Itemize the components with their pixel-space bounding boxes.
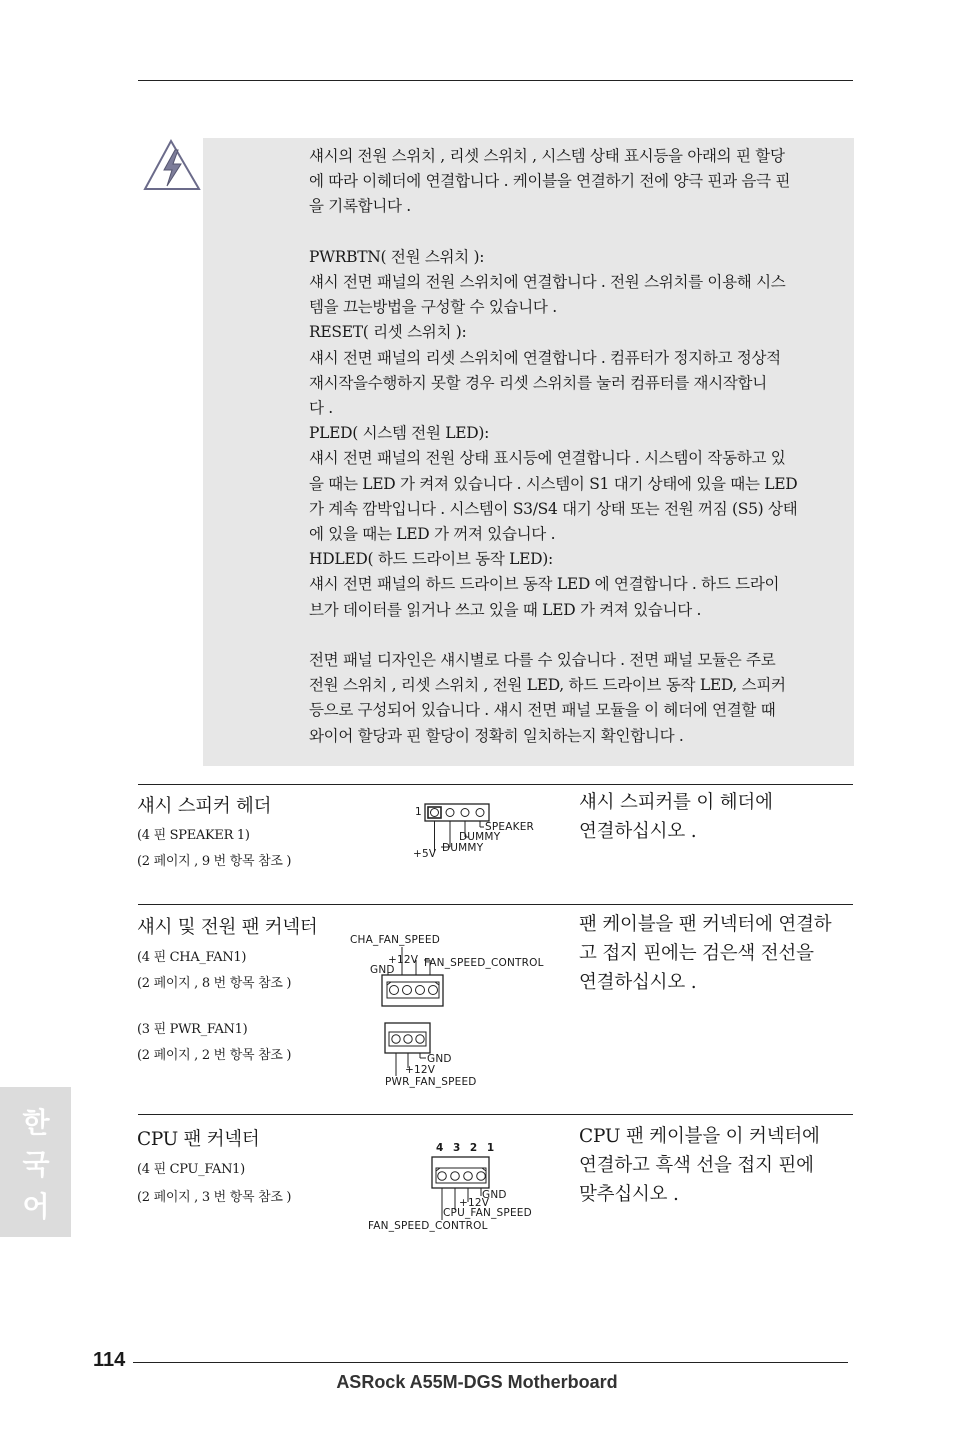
top-rule (138, 80, 853, 81)
cpu-fan-speed-control-label: FAN_SPEED_CONTROL (368, 1220, 488, 1232)
fan-desc (579, 910, 831, 997)
fan-desc-line: 연결하십시오 . (579, 972, 697, 993)
cha-fan-ref: (2 페이지 , 8 번 항목 참조 ) (137, 976, 292, 991)
design-line: 와이어 할당과 핀 할당이 정확히 일치하는지 확인합니다 . (309, 726, 684, 745)
page-number: 114 (93, 1349, 126, 1371)
pwr-fan-ref: (2 페이지 , 2 번 항목 참조 ) (137, 1048, 292, 1063)
pled-line: 을 때는 LED 가 켜져 있습니다 . 시스템이 S1 대기 상태에 있을 때는 LED (309, 474, 798, 493)
reset-line: 다 . (309, 399, 333, 418)
warning-intro-line: 에 따라 이헤더에 연결합니다 . 케이블을 연결하기 전에 양극 핀과 음극 핀 (309, 172, 791, 191)
warning-intro-line: 을 기록합니다 . (309, 197, 411, 216)
speaker-desc-line: 섀시 스피커를 이 헤더에 (579, 792, 773, 813)
cpu-fan-desc-line: CPU 팬 케이블을 이 커넥터에 (579, 1126, 820, 1147)
pled-line: 가 계속 깜박입니다 . 시스템이 S3/S4 대기 상태 또는 전원 꺼짐 (S5) 상태 (309, 499, 798, 518)
cpu-fan-desc-line: 맞추십시오 . (579, 1184, 679, 1205)
reset-line: 재시작을수행하지 못할 경우 리셋 스위치를 눌러 컴퓨터를 재시작합니 (309, 373, 767, 392)
reset-title: RESET( 리셋 스위치 ): (309, 323, 467, 342)
design-line: 등으로 구성되어 있습니다 . 섀시 전면 패널 모듈을 이 헤더에 연결할 때 (309, 701, 776, 720)
design-line: 전원 스위치 , 리셋 스위치 , 전원 LED, 하드 드라이브 동작 LED, 스피커 (309, 676, 786, 695)
hdled-title: HDLED( 하드 드라이브 동작 LED): (309, 550, 553, 569)
cpu-gnd-label: GND (482, 1189, 507, 1201)
fan-desc-line: 고 접지 핀에는 검은색 전선을 (579, 943, 814, 964)
fan-title: 섀시 및 전원 팬 커넥터 (137, 917, 318, 938)
speaker-desc-line: 연결하십시오 . (579, 821, 697, 842)
pwrbtn-line: 섀시 전면 패널의 전원 스위치에 연결합니다 . 전원 스위치를 이용해 시스 (309, 273, 786, 291)
plus12v-label: +12V (388, 954, 419, 966)
cpu-fan-diagram (366, 1140, 546, 1236)
hdled-line: 섀시 전면 패널의 하드 드라이브 동작 LED 에 연결합니다 . 하드 드라이 (309, 575, 780, 594)
pwrbtn-line: 템을 끄는방법을 구성할 수 있습니다 . (309, 298, 557, 317)
section-rule (138, 784, 853, 785)
hdled-line: 브가 데이터를 읽거나 쓰고 있을 때 LED 가 켜져 있습니다 . (309, 600, 702, 619)
language-tab (0, 1087, 71, 1237)
warning-triangle-icon (141, 136, 203, 194)
cpu-pin-numbers: 4 3 2 1 (436, 1142, 498, 1154)
section-rule (138, 904, 853, 905)
dummy-label: DUMMY (442, 842, 484, 854)
pwrbtn-title: PWRBTN( 전원 스위치 ): (309, 247, 485, 266)
reset-line: 섀시 전면 패널의 리셋 스위치에 연결합니다 . 컴퓨터가 정지하고 정상적 (309, 348, 781, 367)
speaker-header-diagram (405, 800, 545, 864)
cpu-plus12v-label: +12V (459, 1197, 490, 1209)
pwr-plus12v-label: +12V (405, 1064, 436, 1076)
fan-desc-line: 팬 케이블을 팬 커넥터에 연결하 (579, 914, 832, 935)
cpu-fan-ref: (2 페이지 , 3 번 항목 참조 ) (137, 1190, 292, 1205)
pwr-fan-speed-label: PWR_FAN_SPEED (385, 1076, 477, 1088)
footer-title: ASRock A55M-DGS Motherboard (336, 1372, 618, 1392)
pwr-fan-diagram (380, 1020, 520, 1092)
gnd-label: GND (370, 964, 395, 976)
speaker-desc (579, 788, 773, 846)
speaker-title: 섀시 스피커 헤더 (137, 796, 272, 817)
language-tab-char: 국 (22, 1148, 50, 1181)
speaker-ref: (2 페이지 , 9 번 항목 참조 ) (137, 854, 292, 869)
speaker-pins: (4 핀 SPEAKER 1) (137, 828, 250, 843)
warning-text (309, 144, 854, 749)
pled-line: 에 있을 때는 LED 가 꺼져 있습니다 . (309, 525, 556, 544)
language-tab-char: 한 (22, 1106, 50, 1139)
dummy-label: DUMMY (459, 831, 501, 843)
cha-fan-pins: (4 핀 CHA_FAN1) (137, 950, 247, 965)
speaker-pin1-label: 1 (415, 806, 422, 818)
pled-line: 섀시 전면 패널의 전원 상태 표시등에 연결합니다 . 시스템이 작동하고 있 (309, 449, 786, 468)
cpu-fan-pins: (4 핀 CPU_FAN1) (137, 1162, 245, 1177)
warning-intro-line: 섀시의 전원 스위치 , 리셋 스위치 , 시스템 상태 표시등을 아래의 핀 할당 (309, 147, 785, 165)
language-tab-char: 어 (22, 1190, 50, 1223)
cpu-fan-desc-line: 연결하고 흑색 선을 접지 핀에 (579, 1155, 814, 1176)
fan-speed-control-label: FAN_SPEED_CONTROL (424, 957, 544, 969)
plus5v-label: +5V (413, 848, 437, 860)
footer-rule (133, 1362, 848, 1363)
pwr-fan-pins: (3 핀 PWR_FAN1) (137, 1022, 248, 1037)
cpu-fan-title: CPU 팬 커넥터 (137, 1129, 260, 1150)
cha-fan-speed-label: CHA_FAN_SPEED (350, 934, 440, 946)
section-rule (138, 1114, 853, 1115)
pled-title: PLED( 시스템 전원 LED): (309, 424, 490, 443)
speaker-label: SPEAKER (485, 821, 535, 833)
design-line: 전면 패널 디자인은 섀시별로 다를 수 있습니다 . 전면 패널 모듈은 주로 (309, 651, 776, 670)
cpu-fan-speed-label: CPU_FAN_SPEED (443, 1207, 532, 1219)
pwr-gnd-label: GND (427, 1053, 452, 1065)
cpu-fan-desc (579, 1122, 820, 1209)
cha-fan-diagram (350, 933, 560, 1013)
